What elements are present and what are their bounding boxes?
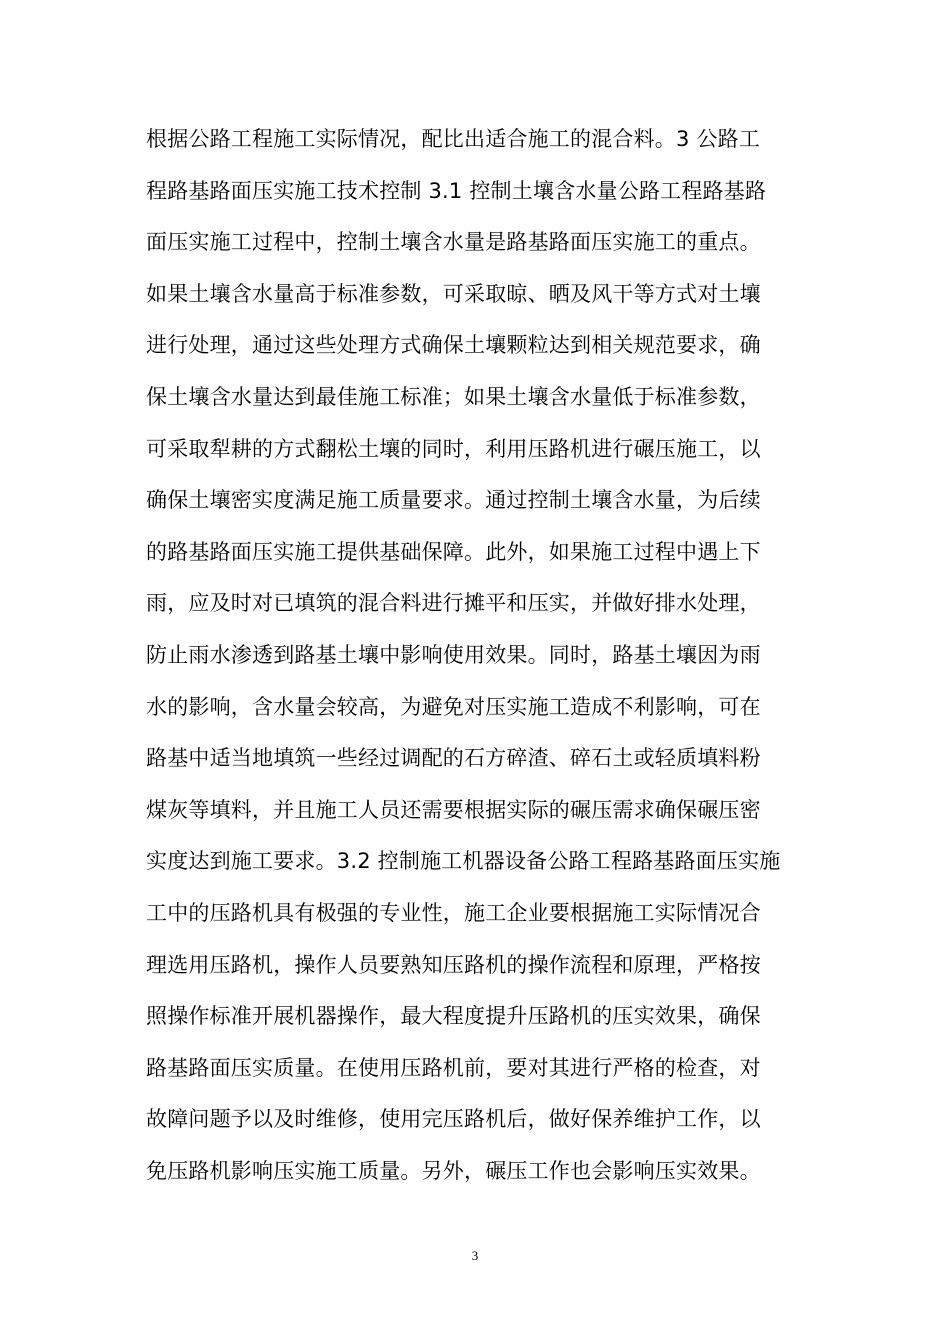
text-line: 确保土壤密实度满足施工质量要求。通过控制土壤含水量，为后续 bbox=[146, 488, 761, 513]
text-line: 根据公路工程施工实际情况，配比出适合施工的混合料。3 公路工 bbox=[146, 127, 761, 151]
text-line: 实度达到施工要求。3.2 控制施工机器设备公路工程路基路面压实施 bbox=[146, 849, 781, 874]
text-line: 保土壤含水量达到最佳施工标准；如果土壤含水量低于标准参数， bbox=[146, 384, 761, 409]
text-line: 路基中适当地填筑一些经过调配的石方碎渣、碎石土或轻质填料粉 bbox=[146, 746, 761, 771]
text-line: 可采取犁耕的方式翻松土壤的同时，利用压路机进行碾压施工，以 bbox=[146, 436, 761, 461]
text-line: 理选用压路机，操作人员要熟知压路机的操作流程和原理，严格按 bbox=[146, 952, 761, 977]
text-line: 煤灰等填料，并且施工人员还需要根据实际的碾压需求确保碾压密 bbox=[146, 797, 761, 822]
text-line: 面压实施工过程中，控制土壤含水量是路基路面压实施工的重点。 bbox=[146, 230, 761, 255]
text-line: 故障问题予以及时维修，使用完压路机后，做好保养维护工作，以 bbox=[146, 1107, 761, 1132]
text-line: 工中的压路机具有极强的专业性，施工企业要根据施工实际情况合 bbox=[146, 900, 761, 925]
text-line: 水的影响，含水量会较高，为避免对压实施工造成不利影响，可在 bbox=[146, 694, 761, 719]
text-line: 防止雨水渗透到路基土壤中影响使用效果。同时，路基土壤因为雨 bbox=[146, 642, 761, 667]
text-line: 路基路面压实质量。在使用压路机前，要对其进行严格的检查，对 bbox=[146, 1055, 761, 1080]
text-line: 进行处理，通过这些处理方式确保土壤颗粒达到相关规范要求，确 bbox=[146, 333, 761, 358]
text-line: 如果土壤含水量高于标准参数，可采取晾、晒及风干等方式对土壤 bbox=[146, 281, 761, 306]
text-line: 程路基路面压实施工技术控制 3.1 控制土壤含水量公路工程路基路 bbox=[146, 178, 767, 203]
text-line: 的路基路面压实施工提供基础保障。此外，如果施工过程中遇上下 bbox=[146, 539, 761, 564]
body-text bbox=[146, 114, 806, 1197]
text-line: 雨，应及时对已填筑的混合料进行摊平和压实，并做好排水处理， bbox=[146, 591, 761, 616]
text-line: 免压路机影响压实施工质量。另外，碾压工作也会影响压实效果。 bbox=[146, 1158, 761, 1183]
text-line: 照操作标准开展机器操作，最大程度提升压路机的压实效果，确保 bbox=[146, 1004, 761, 1029]
page-number: 3 bbox=[471, 1248, 479, 1263]
